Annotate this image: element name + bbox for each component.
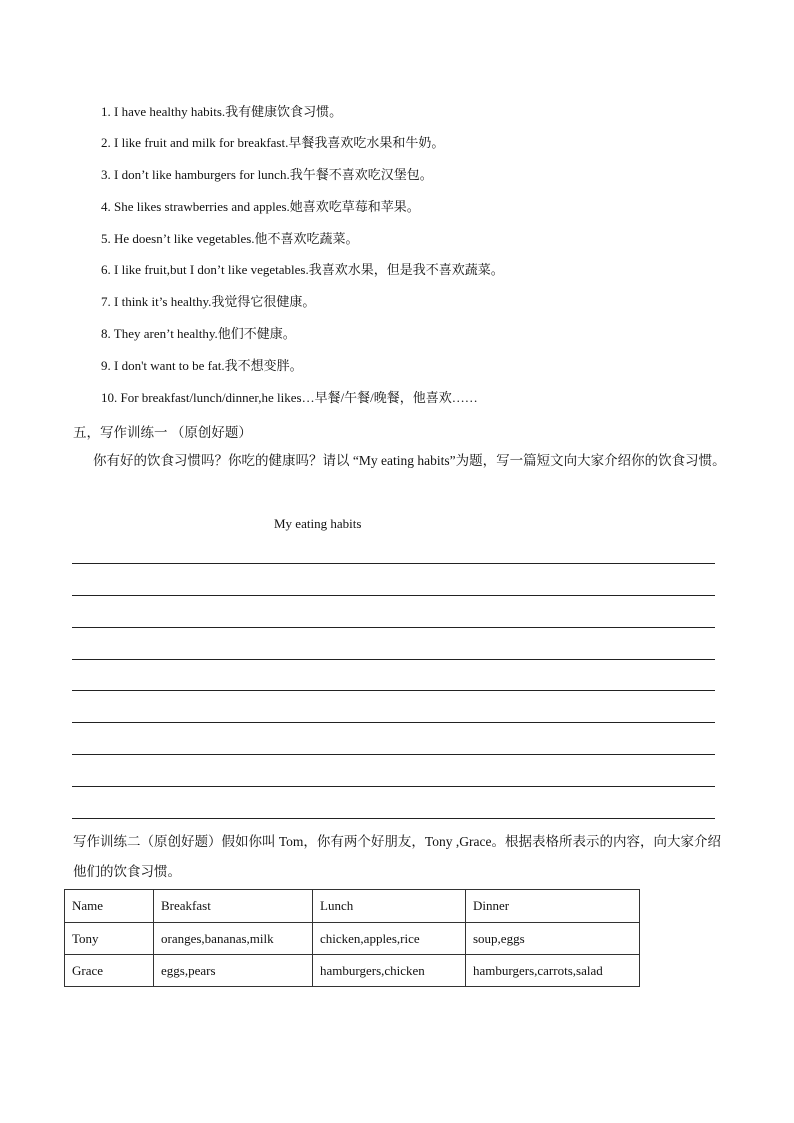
table-cell: soup,eggs (466, 923, 640, 955)
writing-prompt-2: 写作训练二（原创好题）假如你叫 Tom，你有两个好朋友，Tony ,Grace。根据表格所表示的内容，向大家介绍他们的饮食习惯。 (73, 834, 721, 879)
writing-line[interactable] (72, 563, 715, 564)
sentence-5: 5. He doesn’t like vegetables.他不喜欢吃蔬菜。 (101, 231, 359, 246)
table-cell: Tony (65, 923, 154, 955)
writing-line[interactable] (72, 818, 715, 819)
writing-line[interactable] (72, 754, 715, 755)
sentence-4: 4. She likes strawberries and apples.她喜欢吃草莓和苹果。 (101, 199, 420, 214)
writing-line[interactable] (72, 627, 715, 628)
table-header-cell: Name (65, 890, 154, 923)
table-row (65, 923, 640, 955)
sentence-3: 3. I don’t like hamburgers for lunch.我午餐不喜欢吃汉堡包。 (101, 167, 433, 182)
sentence-1: 1. I have healthy habits.我有健康饮食习惯。 (101, 104, 343, 119)
table-header-cell: Breakfast (154, 890, 313, 923)
table-header-cell: Dinner (466, 890, 640, 923)
table-cell: eggs,pears (154, 955, 313, 987)
section-heading: 五，写作训练一 （原创好题） (73, 425, 252, 440)
sentence-10: 10. For breakfast/lunch/dinner,he likes…早餐/午餐/晚餐，他喜欢…… (101, 390, 478, 405)
writing-line[interactable] (72, 786, 715, 787)
table-cell: Grace (65, 955, 154, 987)
eating-habits-table (64, 889, 640, 987)
writing-line[interactable] (72, 690, 715, 691)
sentence-6: 6. I like fruit,but I don’t like vegetables.我喜欢水果，但是我不喜欢蔬菜。 (101, 262, 504, 277)
essay-title: My eating habits (274, 516, 362, 531)
sentence-9: 9. I don't want to be fat.我不想变胖。 (101, 358, 303, 373)
table-header-cell: Lunch (313, 890, 466, 923)
sentence-8: 8. They aren’t healthy.他们不健康。 (101, 326, 296, 341)
writing-prompt-1: 你有好的饮食习惯吗？你吃的健康吗？请以 “My eating habits”为题，写一篇短文向大家介绍你的饮食习惯。 (93, 453, 726, 468)
table-row (65, 955, 640, 987)
table-cell: chicken,apples,rice (313, 923, 466, 955)
table-header-row (65, 890, 640, 923)
writing-line[interactable] (72, 722, 715, 723)
table-cell: hamburgers,chicken (313, 955, 466, 987)
table-cell: hamburgers,carrots,salad (466, 955, 640, 987)
sentence-2: 2. I like fruit and milk for breakfast.早餐我喜欢吃水果和牛奶。 (101, 135, 445, 150)
table-cell: oranges,bananas,milk (154, 923, 313, 955)
writing-line[interactable] (72, 659, 715, 660)
sentence-7: 7. I think it’s healthy.我觉得它很健康。 (101, 294, 316, 309)
writing-line[interactable] (72, 595, 715, 596)
